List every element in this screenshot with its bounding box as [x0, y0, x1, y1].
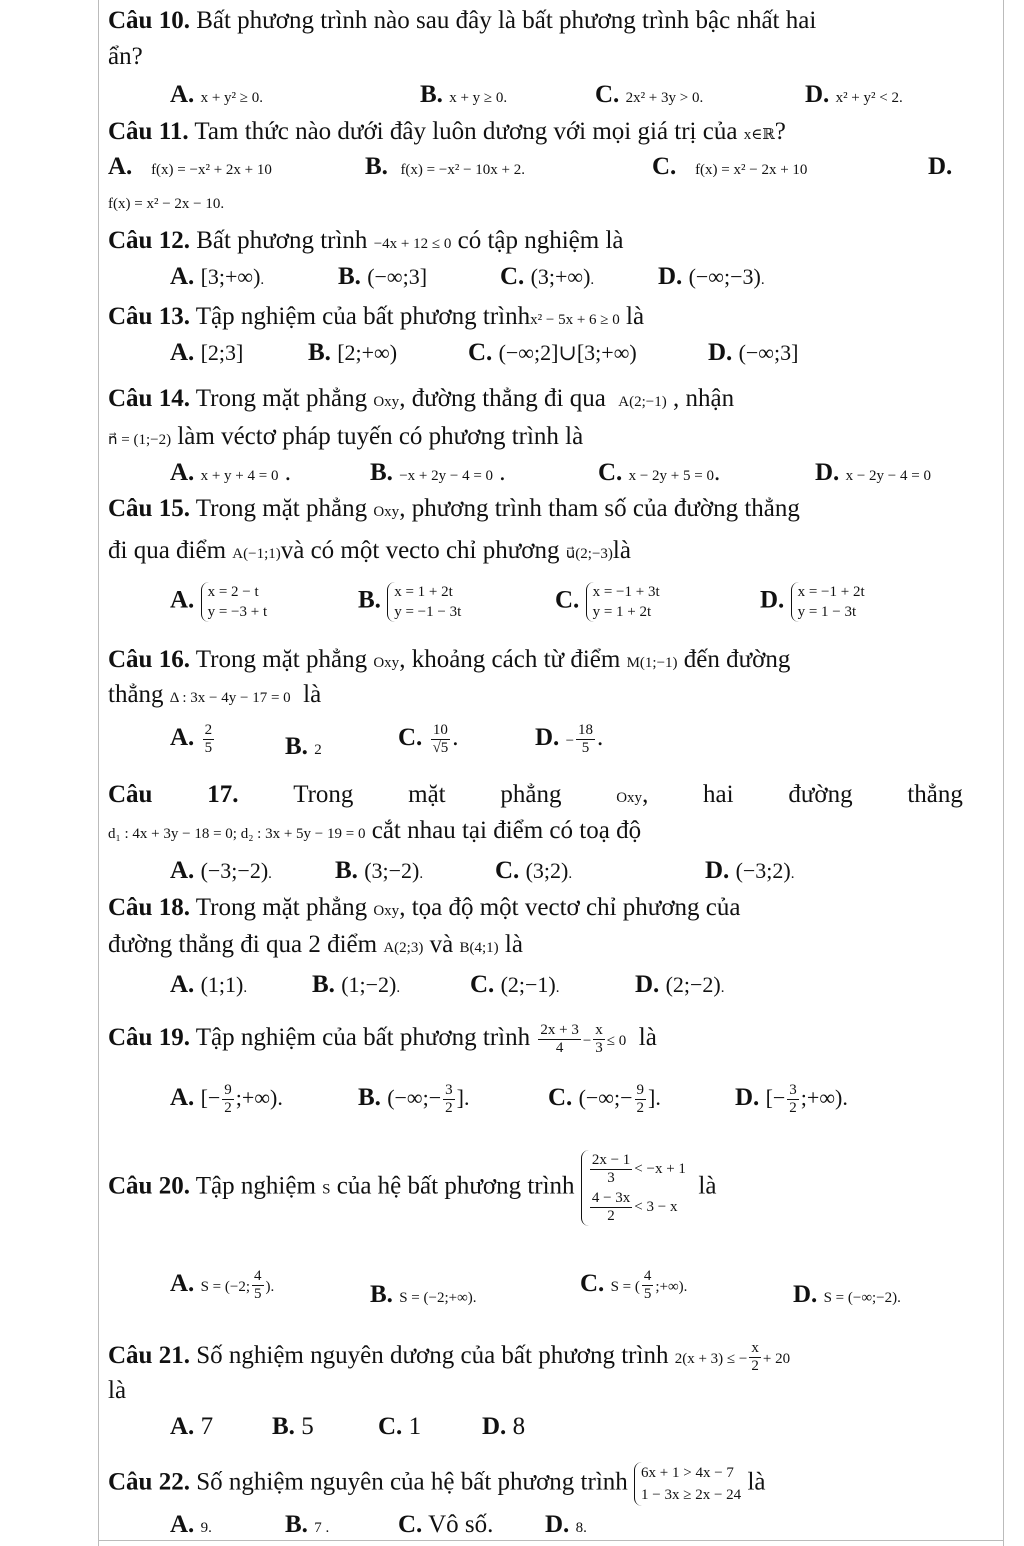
- page-border-right: [1003, 0, 1004, 1546]
- q10-option-c: C. 2x² + 3y > 0.: [595, 81, 704, 108]
- q18-option-c: C. (2;−1).: [470, 971, 560, 998]
- q10-option-a: A. x + y² ≥ 0.: [170, 81, 264, 108]
- q12-option-a: A. [3;+∞).: [170, 263, 265, 290]
- q20-option-c: C. S = ( $\frac{4}{5}$ ;+∞).: [580, 1268, 688, 1302]
- q20-option-d: D. S = (−∞;−2).: [793, 1281, 901, 1308]
- q16-option-c: C. $\frac{10}{√5}$ .: [398, 722, 459, 756]
- q19-option-b: B. (−∞;− $\frac{3}{2}$ ].: [358, 1082, 470, 1116]
- q14-stem: Câu 14. Trong mặt phẳng Oxy, đường thẳng đi qua A(2;−1) , nhận: [108, 385, 735, 412]
- q15-option-c: C. x = −1 + 3t y = 1 + 2t: [555, 584, 660, 620]
- q18-option-b: B. (1;−2).: [312, 971, 401, 998]
- q13-stem: Câu 13. Tập nghiệm của bất phương trìnhx² − 5x + 6 ≥ 0 là: [108, 303, 645, 330]
- q15-option-d: D. x = −1 + 2t y = 1 − 3t: [760, 584, 865, 620]
- q20-option-b: B. S = (−2;+∞).: [370, 1281, 477, 1308]
- q17-option-a: A. (−3;−2).: [170, 857, 272, 884]
- q14-option-d: D. x − 2y − 4 = 0: [815, 459, 931, 486]
- q21-option-d: D. 8: [482, 1413, 526, 1440]
- q22-option-a: A. 9.: [170, 1511, 212, 1538]
- q10-text: Bất phương trình nào sau đây là bất phương trình bậc nhất hai: [196, 7, 817, 34]
- q18-stem: Câu 18. Trong mặt phẳng Oxy, tọa độ một vectơ chỉ phương của: [108, 894, 741, 921]
- q20-option-a: A. S = (−2; $\frac{4}{5}$ ).: [170, 1268, 275, 1302]
- q12-option-c: C. (3;+∞).: [500, 263, 595, 290]
- q21-option-c: C. 1: [378, 1413, 422, 1440]
- q12-option-d: D. (−∞;−3).: [658, 263, 765, 290]
- q16-option-d: D. − $\frac{18}{5}$ .: [535, 722, 604, 756]
- q18-stem-cont: đường thẳng đi qua 2 điểm A(2;3) và B(4;1) là: [108, 931, 523, 958]
- q22-option-c: C. Vô số.: [398, 1511, 494, 1538]
- q16-stem: Câu 16. Trong mặt phẳng Oxy, khoảng cách từ điểm M(1;−1) đến đường: [108, 646, 791, 673]
- q13-option-a: A. [2;3]: [170, 339, 244, 366]
- q17-stem: Câu 17. Trong mặt phẳng Oxy, hai đường thẳng: [108, 781, 963, 808]
- q11-stem: Câu 11. Tam thức nào dưới đây luôn dương với mọi giá trị của x∈ℝ?: [108, 118, 786, 145]
- q10-option-b: B. x + y ≥ 0.: [420, 81, 508, 108]
- q19-stem: Câu 19. Tập nghiệm của bất phương trình $\frac{2x + 3}{4}$ − $\frac{x}{3}$ ≤ 0 là: [108, 1022, 657, 1056]
- q14-option-c: C. x − 2y + 5 = 0.: [598, 459, 721, 486]
- q19-option-d: D. [− $\frac{3}{2}$ ;+∞).: [735, 1082, 848, 1116]
- q19-option-a: A. [− $\frac{9}{2}$ ;+∞).: [170, 1082, 283, 1116]
- q18-option-a: A. (1;1).: [170, 971, 248, 998]
- q17-stem-cont: d₁ : 4x + 3y − 18 = 0; d₂ : 3x + 5y − 19 = 0 cắt nhau tại điểm có toạ độ: [108, 817, 642, 844]
- q17-option-b: B. (3;−2).: [335, 857, 424, 884]
- q10-option-d: D. x² + y² < 2.: [805, 81, 903, 108]
- q18-option-d: D. (2;−2).: [635, 971, 725, 998]
- q12-option-b: B. (−∞;3]: [338, 263, 428, 290]
- q14-stem-cont: n⃗ = (1;−2) làm véctơ pháp tuyến có phương trình là: [108, 423, 584, 450]
- q17-option-d: D. (−3;2).: [705, 857, 795, 884]
- q21-stem-cont: là: [108, 1377, 127, 1404]
- q14-option-b: B. −x + 2y − 4 = 0 .: [370, 459, 506, 486]
- q15-stem: Câu 15. Trong mặt phẳng Oxy, phương trình tham số của đường thẳng: [108, 495, 800, 522]
- q20-stem: Câu 20. Tập nghiệm S của hệ bất phương trình $\frac{2x - 1}{3}$ < −x + 1 $\frac{4 - 3x}{2}$ < 3 − x là: [108, 1150, 716, 1226]
- q15-stem-cont: đi qua điểm A(−1;1)và có một vecto chỉ phương u⃗(2;−3)là: [108, 537, 631, 564]
- q11-option-d-expr: f(x) = x² − 2x − 10.: [108, 196, 225, 212]
- q13-option-c: C. (−∞;2]∪[3;+∞): [468, 339, 637, 366]
- q11-option-d: D.: [928, 153, 953, 180]
- q16-option-b: B. 2: [285, 733, 322, 760]
- q17-option-c: C. (3;2).: [495, 857, 573, 884]
- q11-option-b: B. f(x) = −x² − 10x + 2.: [365, 153, 526, 180]
- q21-option-a: A. 7: [170, 1413, 214, 1440]
- q10-text-cont: ẩn?: [108, 43, 143, 70]
- q10-label: Câu 10.: [108, 7, 190, 34]
- q22-option-d: D. 8.: [545, 1511, 587, 1538]
- q13-option-d: D. (−∞;3]: [708, 339, 799, 366]
- q21-stem: Câu 21. Số nghiệm nguyên dương của bất phương trình 2(x + 3) ≤ − $\frac{x}{2}$ + 20: [108, 1340, 791, 1374]
- q21-option-b: B. 5: [272, 1413, 314, 1440]
- q22-stem: Câu 22. Số nghiệm nguyên của hệ bất phương trình 6x + 1 > 4x − 7 1 − 3x ≥ 2x − 24 là: [108, 1462, 765, 1506]
- page-border-left: [98, 0, 99, 1546]
- q14-option-a: A. x + y + 4 = 0 .: [170, 459, 291, 486]
- q22-option-b: B. 7 .: [285, 1511, 330, 1538]
- q15-option-a: A. x = 2 − t y = −3 + t: [170, 584, 268, 620]
- q16-option-a: A. $\frac{2}{5}$: [170, 722, 213, 756]
- q19-option-c: C. (−∞;− $\frac{9}{2}$ ].: [548, 1082, 661, 1116]
- q16-stem-cont: thẳng Δ : 3x − 4y − 17 = 0 là: [108, 681, 322, 708]
- q10-stem: [108, 6, 816, 36]
- q11-option-a: A. f(x) = −x² + 2x + 10: [108, 153, 272, 180]
- q13-option-b: B. [2;+∞): [308, 339, 398, 366]
- q12-stem: Câu 12. Bất phương trình −4x + 12 ≤ 0 có tập nghiệm là: [108, 227, 624, 254]
- q11-option-c: C. f(x) = x² − 2x + 10: [652, 153, 808, 180]
- q15-option-b: B. x = 1 + 2t y = −1 − 3t: [358, 584, 462, 620]
